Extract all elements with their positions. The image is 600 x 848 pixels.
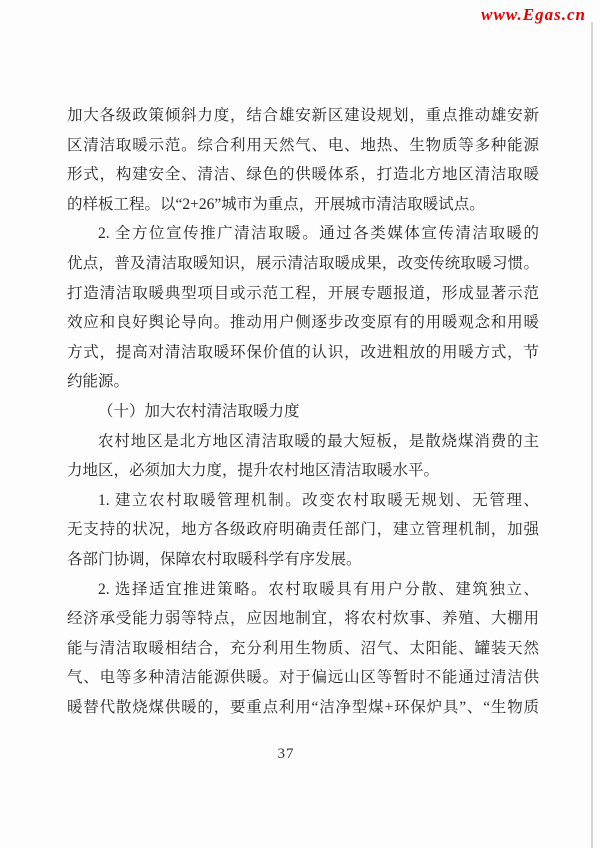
text-line: 能与清洁取暖相结合，充分利用生物质、沼气、太阳能、罐装天然 <box>67 639 539 657</box>
text-line: 优点，普及清洁取暖知识，展示清洁取暖成果，改变传统取暖习惯。 <box>67 254 539 272</box>
text-line: 区清洁取暖示范。综合利用天然气、电、地热、生物质等多种能源 <box>67 136 539 154</box>
text-line: 加大各级政策倾斜力度，结合雄安新区建设规划，重点推动雄安新 <box>67 107 539 124</box>
text-line: 方式，提高对清洁取暖环保价值的认识，改进粗放的用暖方式，节 <box>67 343 539 361</box>
text-line: 约能源。 <box>67 373 130 391</box>
text-line: 2. 选择适宜推进策略。农村取暖具有用户分散、建筑独立、 <box>98 580 539 598</box>
text-line: 暖替代散烧煤供暖的，要重点利用“洁净型煤+环保炉具”、“生物质 <box>67 698 539 716</box>
text-line: 经济承受能力弱等特点，应因地制宜，将农村炊事、养殖、大棚用 <box>67 610 539 628</box>
text-line: 形式，构建安全、清洁、绿色的供暖体系，打造北方地区清洁取暖 <box>67 166 539 184</box>
text-line: 打造清洁取暖典型项目或示范工程，开展专题报道，形成显著示范 <box>67 284 539 302</box>
site-watermark: www.Egas.cn <box>481 5 586 24</box>
text-line: 无支持的状况，地方各级政府明确责任部门，建立管理机制，加强 <box>67 521 539 539</box>
text-line: 力地区，必须加大力度，提升农村地区清洁取暖水平。 <box>67 462 440 480</box>
text-line: 的样板工程。以“2+26”城市为重点，开展城市清洁取暖试点。 <box>67 195 485 213</box>
page-number: 37 <box>277 746 295 762</box>
text-line: 2. 全方位宣传推广清洁取暖。通过各类媒体宣传清洁取暖的 <box>98 225 539 243</box>
scan-edge-line <box>591 22 593 848</box>
text-line: 效应和良好舆论导向。推动用户侧逐步改变原有的用暖观念和用暖 <box>67 314 539 332</box>
text-block <box>67 101 539 722</box>
text-line: （十）加大农村清洁取暖力度 <box>98 402 300 420</box>
text-line: 农村地区是北方地区清洁取暖的最大短板，是散烧煤消费的主 <box>98 432 539 450</box>
text-line: 1. 建立农村取暖管理机制。改变农村取暖无规划、无管理、 <box>98 491 539 509</box>
text-line: 气、电等多种清洁能源供暖。对于偏远山区等暂时不能通过清洁供 <box>67 669 539 687</box>
text-line: 各部门协调，保障农村取暖科学有序发展。 <box>67 550 362 568</box>
